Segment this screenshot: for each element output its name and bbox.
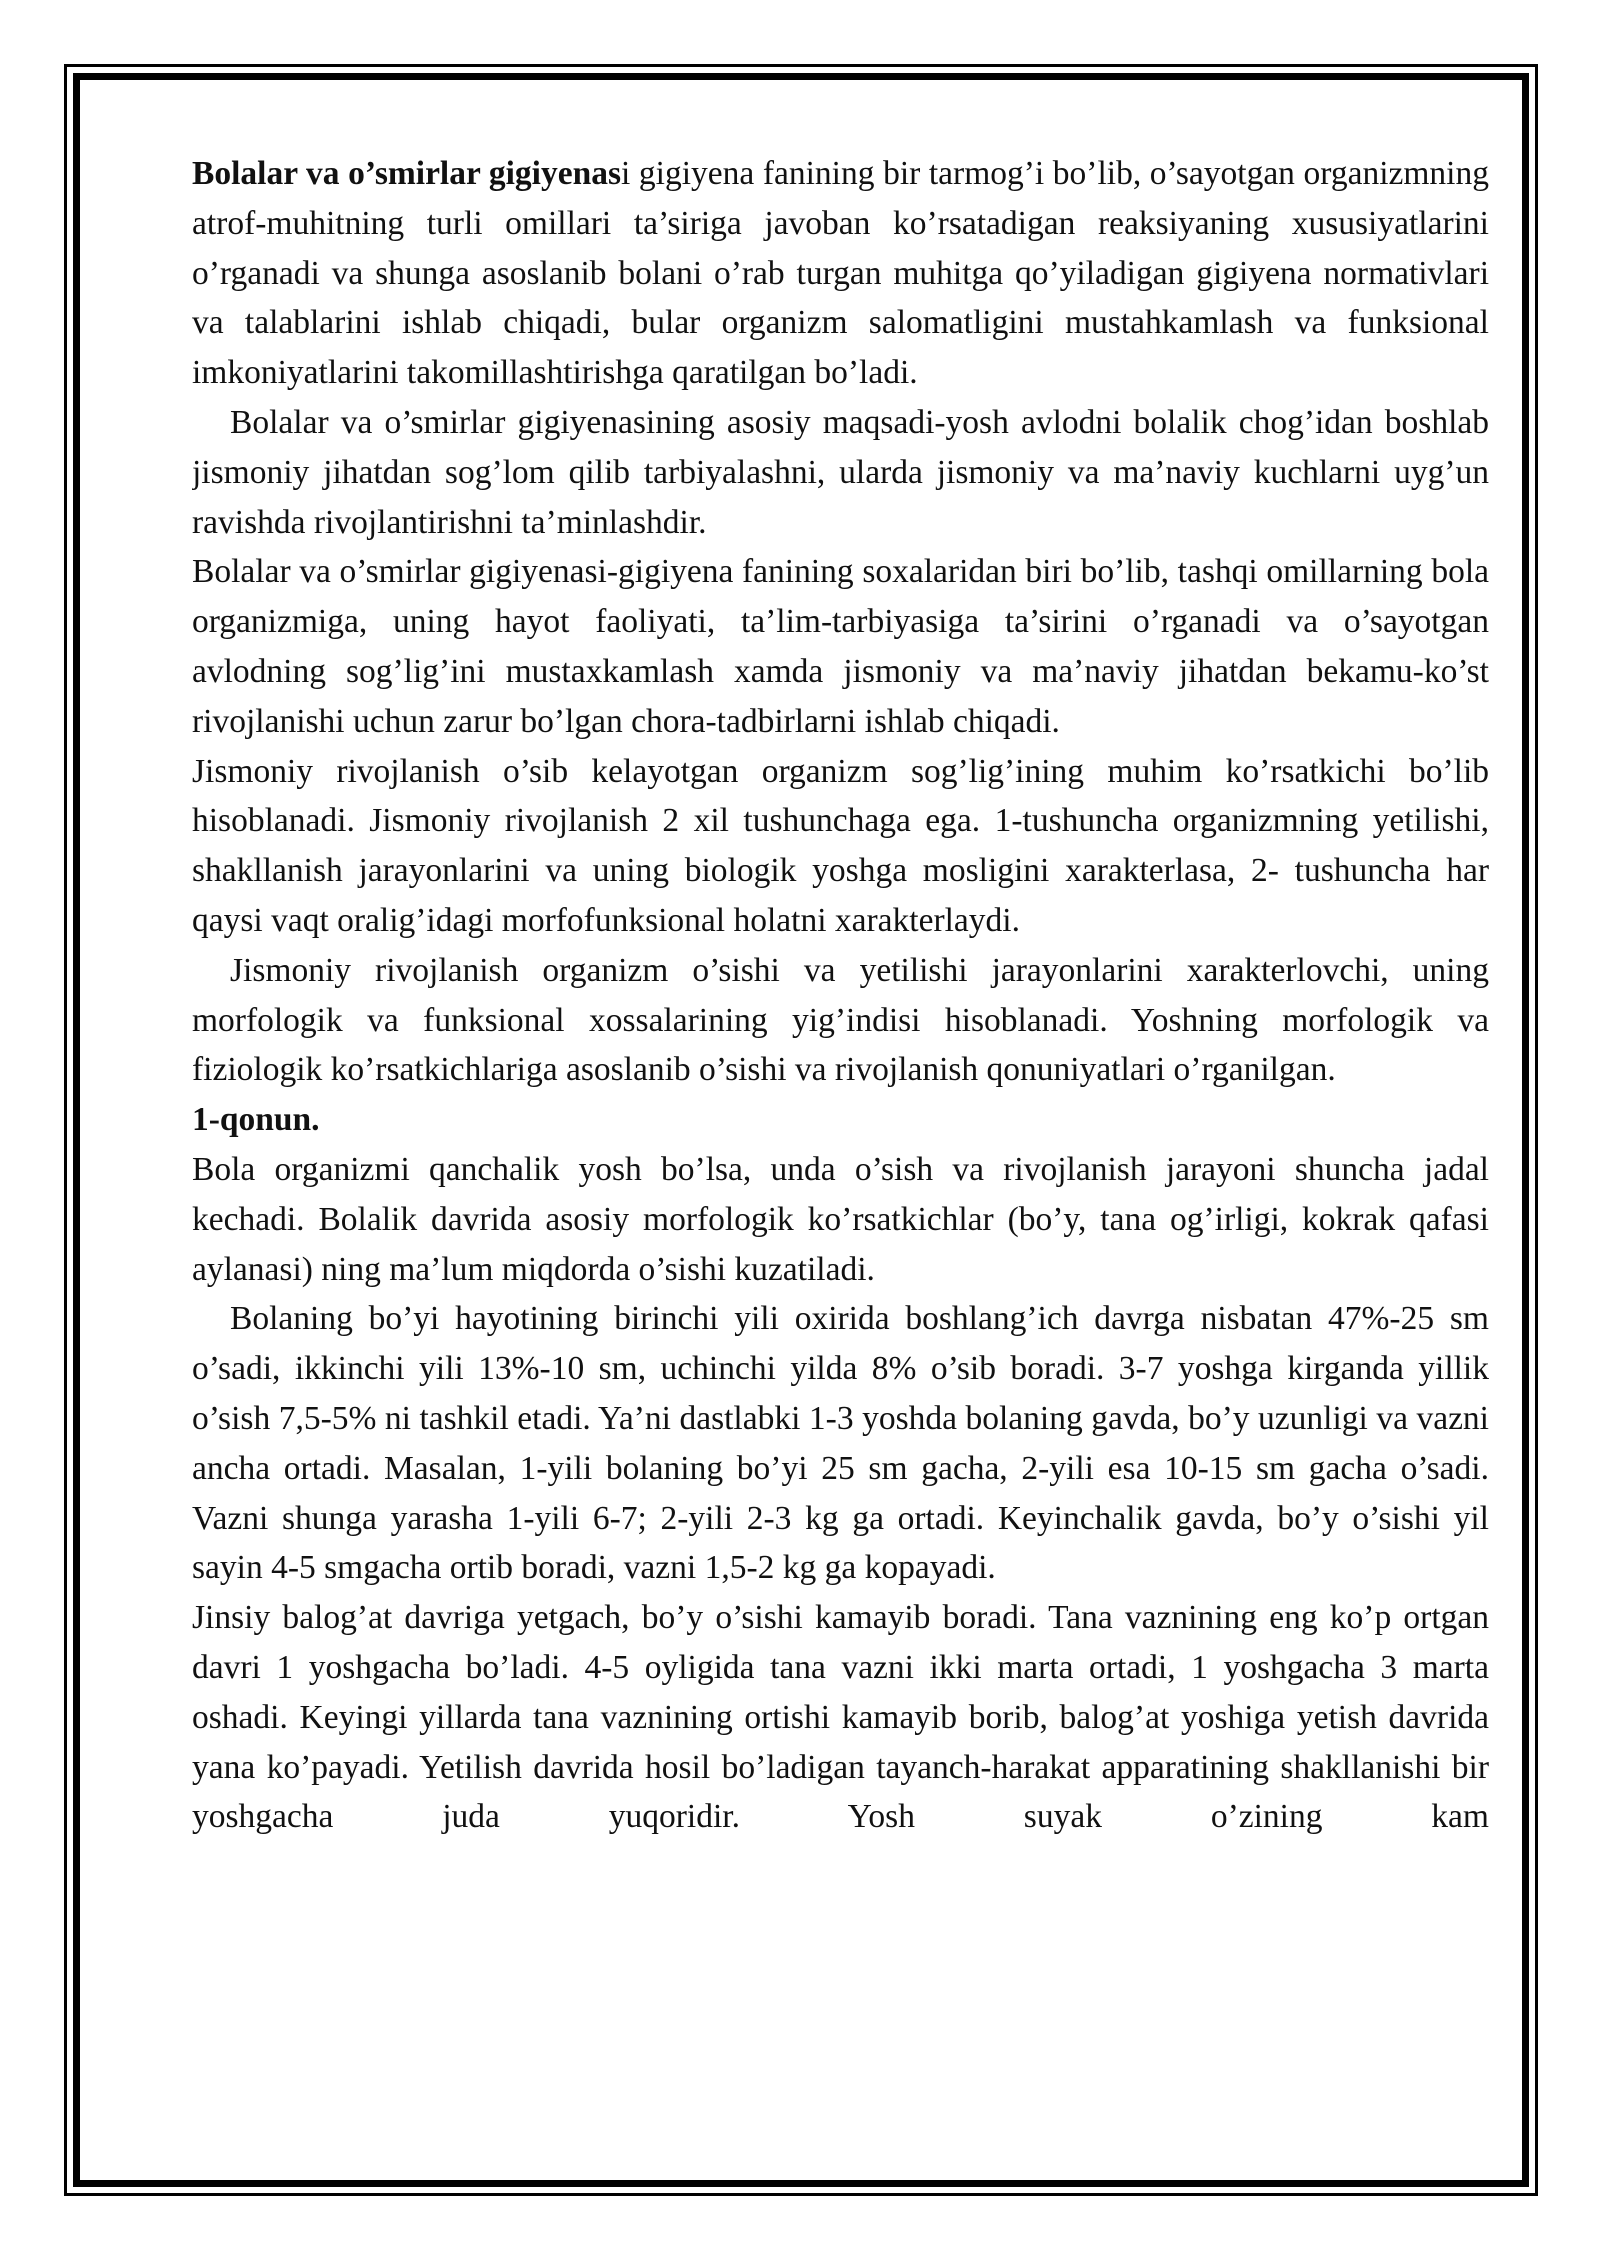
paragraph-goal: Bolalar va o’smirlar gigiyenasining asosiy maqsadi-yosh avlodni bolalik chog’idan boshlab jismoniy jihatdan sog’lom qilib tarbiyalashni, ularda jismoniy va ma’naviy kuchlarni uyg’un ravishda rivojlantirishni ta’minlashdir.: [192, 403, 1489, 541]
paragraph-intro: [192, 149, 1489, 398]
paragraph-definition: Bolalar va o’smirlar gigiyenasi-gigiyena fanining soxalaridan biri bo’lib, tashqi omillarning bola organizmiga, uning hayot faoliyati, ta’lim-tarbiyasiga ta’sirini o’rganadi va o’sayotgan avlodning sog’lig’ini mustaxkamlash xamda jismoniy va ma’naviy jihatdan bekamu-ko’st rivojlanishi uchun zarur bo’lgan chora-tadbirlarni ishlab chiqadi.: [192, 553, 1489, 740]
paragraph-height-growth: Bolaning bo’yi hayotining birinchi yili oxirida boshlang’ich davrga nisbatan 47%-25 sm o’sadi, ikkinchi yili 13%-10 sm, uchinchi yilda 8% o’sib boradi. 3-7 yoshga kirganda yillik o’sish 7,5-5% ni tashkil etadi. Ya’ni dastlabki 1-3 yoshda bolaning gavda, bo’y uzunligi va vazni ancha ortadi. Masalan, 1-yili bolaning bo’yi 25 sm gacha, 2-yili esa 10-15 sm gacha o’sadi. Vazni shunga yarasha 1-yili 6-7; 2-yili 2-3 kg ga ortadi. Keyinchalik gavda, bo’y o’sishi yil sayin 4-5 smgacha ortib boradi, vazni 1,5-2 kg ga kopayadi.: [192, 1300, 1489, 1587]
paragraph-law-1: Bola organizmi qanchalik yosh bo’lsa, unda o’sish va rivojlanish jarayoni shuncha jadal kechadi. Bolalik davrida asosiy morfologik ko’rsatkichlar (bo’y, tana og’irligi, kokrak qafasi aylanasi) ning ma’lum miqdorda o’sishi kuzatiladi.: [192, 1150, 1489, 1288]
paragraph-physical-development: Jismoniy rivojlanish o’sib kelayotgan organizm sog’lig’ining muhim ko’rsatkichi bo’lib hisoblanadi. Jismoniy rivojlanish 2 xil tushunchaga ega. 1-tushuncha organizmning yetilishi, shakllanish jarayonlarini va uning biologik yoshga mosligini xarakterlasa, 2- tushuncha har qaysi vaqt oralig’idagi morfofunksional holatni xarakterlaydi.: [192, 752, 1489, 939]
document-body: [192, 149, 1489, 2099]
intro-text: i gigiyena fanining bir tarmog’i bo’lib, o’sayotgan organizmning atrof-muhitning turli omillari ta’siriga javoban ko’rsatadigan reaksiyaning xususiyatlarini o’rganadi va shunga asoslanib bolani o’rab turgan muhitga qo’yiladigan gigiyena normativlari va talablarini ishlab chiqadi, bular organizm salomatligini mustahkamlash va funksional imkoniyatlarini takomillashtirishga qaratilgan bo’ladi.: [192, 155, 1489, 392]
section-heading-law-1: 1-qonun.: [192, 1101, 320, 1139]
paragraph-growth-maturation: Jismoniy rivojlanish organizm o’sishi va yetilishi jarayonlarini xarakterlovchi, uning morfologik va funksional xossalarining yig’indisi hisoblanadi. Yoshning morfologik va fiziologik ko’rsatkichlariga asoslanib o’sishi va rivojlanish qonuniyatlari o’rganilgan.: [192, 951, 1489, 1089]
intro-term: Bolalar va o’smirlar gigiyenas: [192, 155, 621, 192]
paragraph-puberty: Jinsiy balog’at davriga yetgach, bo’y o’sishi kamayib boradi. Tana vaznining eng ko’p ortgan davri 1 yoshgacha bo’ladi. 4-5 oyligida tana vazni ikki marta ortadi, 1 yoshgacha 3 marta oshadi. Keyingi yillarda tana vaznining ortishi kamayib borib, balog’at yoshiga yetish davrida yana ko’payadi. Yetilish davrida hosil bo’ladigan tayanch-harakat apparatining shakllanishi bir yoshgacha juda yuqoridir. Yosh suyak o’zining kam: [192, 1599, 1489, 1836]
